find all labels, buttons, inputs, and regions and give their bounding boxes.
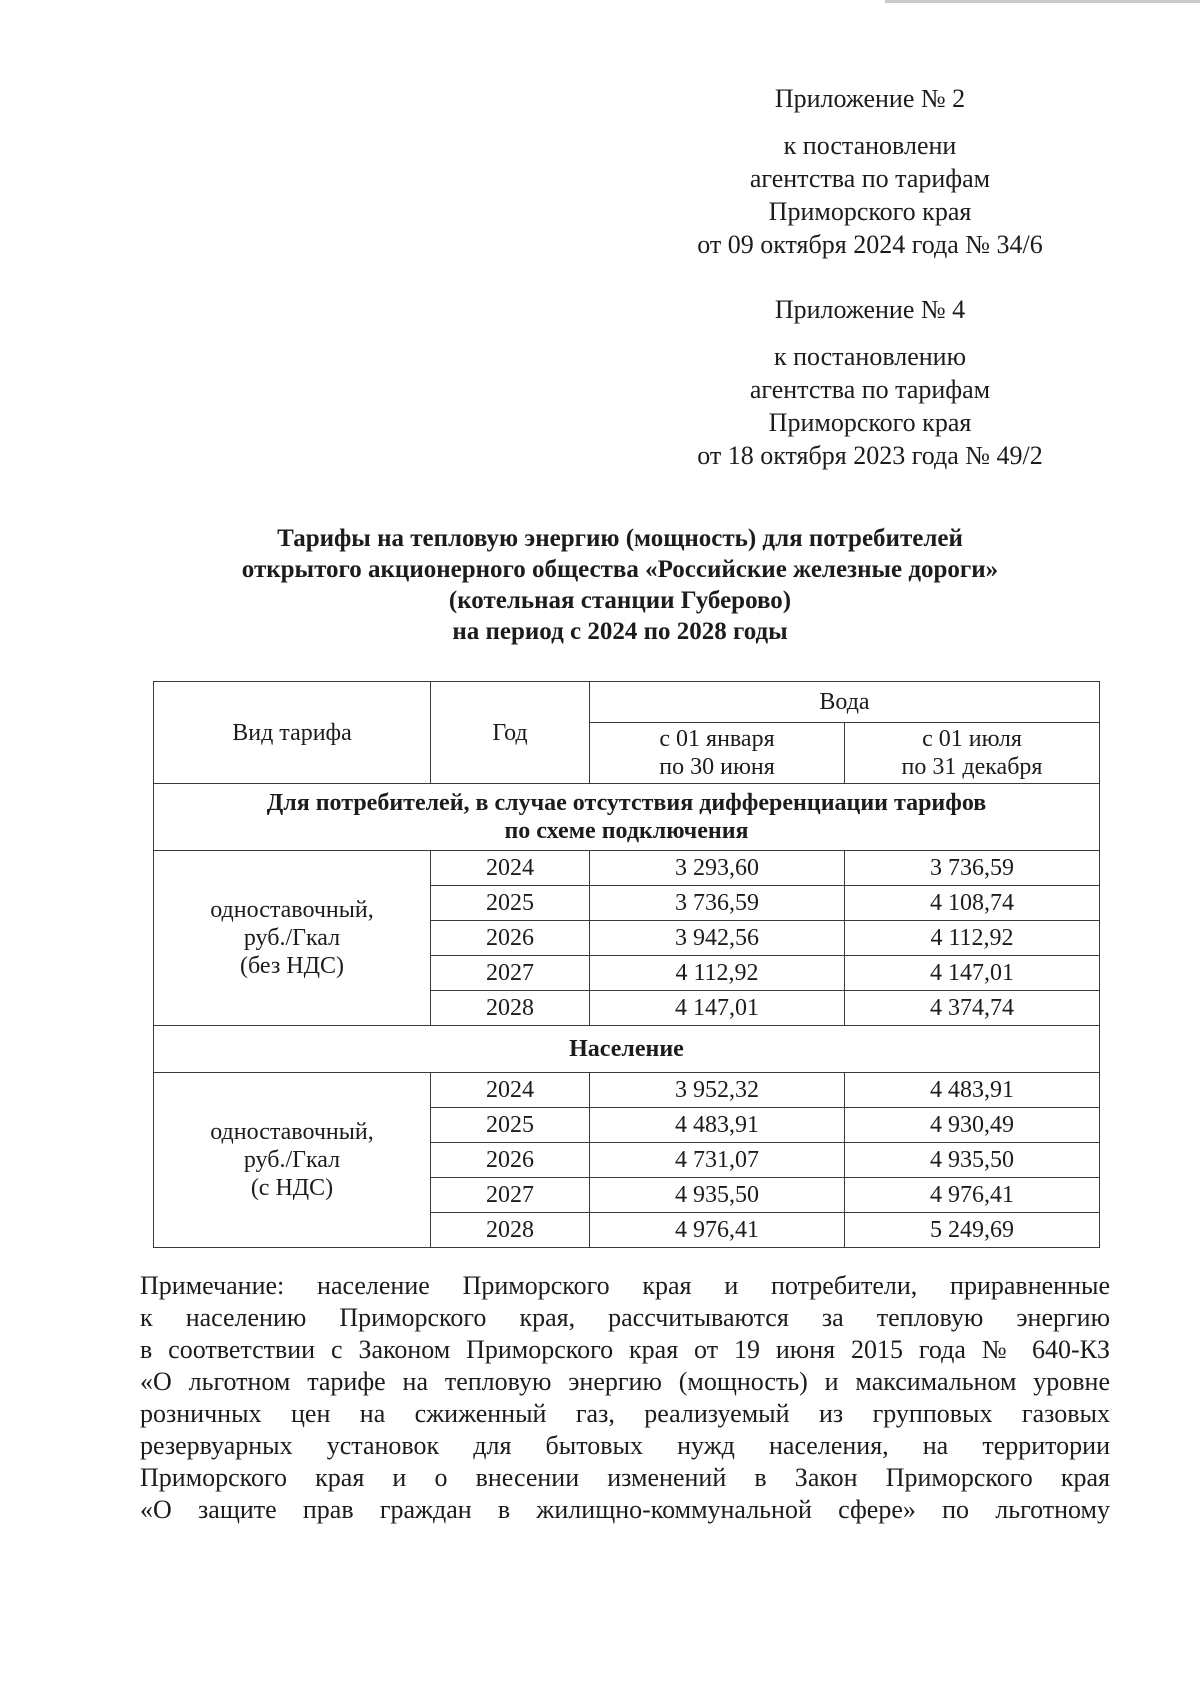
- header-period-line: с 01 июля: [922, 726, 1022, 752]
- year-cell: 2024: [431, 851, 590, 886]
- document-title-line: Тарифы на тепловую энергию (мощность) для потребителей: [277, 525, 963, 552]
- appendix-2-block: [660, 82, 1080, 261]
- year-cell: 2024: [431, 1073, 590, 1108]
- tariff-table: [153, 681, 1100, 1248]
- note-line: в соответствии с Законом Приморского края от 19 июня 2015 года № 640-КЗ: [140, 1335, 1110, 1364]
- tariff-value-cell: 4 935,50: [845, 1143, 1100, 1178]
- appendix-4-line: Приморского края: [768, 408, 972, 437]
- header-tariff-kind: Вид тарифа: [154, 682, 431, 784]
- tariff-value-cell: 4 374,74: [845, 991, 1100, 1026]
- tariff-kind-line: (с НДС): [250, 1175, 334, 1201]
- tariff-kind-line: руб./Гкал: [243, 925, 341, 951]
- appendix-2-line: агентства по тарифам: [749, 164, 991, 193]
- appendix-2-line: от 09 октября 2024 года № 34/6: [697, 230, 1043, 259]
- tariff-value-cell: 4 731,07: [590, 1143, 845, 1178]
- appendix-2-line: Приморского края: [768, 197, 972, 226]
- tariff-value-cell: 3 736,59: [845, 851, 1100, 886]
- document-title: [140, 523, 1100, 647]
- section-title-line: по схеме подключения: [504, 818, 749, 844]
- appendix-4-line: от 18 октября 2023 года № 49/2: [697, 441, 1043, 470]
- tariff-value-cell: 3 293,60: [590, 851, 845, 886]
- note-line: Приморского края и о внесении изменений в Закон Приморского края: [140, 1463, 1110, 1492]
- scan-edge-line: [885, 0, 1200, 3]
- note-line: «О льготном тарифе на тепловую энергию (мощность) и максимальном уровне: [140, 1367, 1110, 1396]
- appendix-4-line: к постановлению: [773, 342, 967, 371]
- tariff-kind-line: (без НДС): [239, 953, 344, 979]
- header-period-line: по 31 декабря: [901, 754, 1043, 780]
- year-cell: 2025: [431, 1108, 590, 1143]
- tariff-value-cell: 3 952,32: [590, 1073, 845, 1108]
- tariff-value-cell: 4 112,92: [590, 956, 845, 991]
- header-period-line: по 30 июня: [659, 754, 775, 780]
- appendix-4-block: [660, 293, 1080, 472]
- year-cell: 2028: [431, 1213, 590, 1248]
- note-line: розничных цен на сжиженный газ, реализуемый из групповых газовых: [140, 1399, 1110, 1428]
- note-line: «О защите прав граждан в жилищно-коммунальной сфере» по льготному: [140, 1495, 1110, 1524]
- document-title-line: открытого акционерного общества «Российские железные дороги»: [241, 556, 999, 583]
- tariff-value-cell: 4 483,91: [590, 1108, 845, 1143]
- appendix-2-line: к постановлени: [783, 131, 957, 160]
- tariff-value-cell: 3 942,56: [590, 921, 845, 956]
- tariff-kind-line: одноставочный,: [210, 897, 374, 923]
- year-cell: 2025: [431, 886, 590, 921]
- tariff-value-cell: 4 147,01: [845, 956, 1100, 991]
- header-period-second-half: [845, 723, 1100, 784]
- document-title-line: на период с 2024 по 2028 годы: [452, 618, 788, 645]
- year-cell: 2028: [431, 991, 590, 1026]
- header-year: Год: [431, 682, 590, 784]
- appendix-4-title: Приложение № 4: [774, 295, 966, 324]
- header-period-first-half: [590, 723, 845, 784]
- note-line: к населению Приморского края, рассчитываются за тепловую энергию: [140, 1303, 1110, 1332]
- tariff-value-cell: 4 483,91: [845, 1073, 1100, 1108]
- table-row: [154, 851, 1100, 886]
- year-cell: 2027: [431, 1178, 590, 1213]
- year-cell: 2026: [431, 921, 590, 956]
- tariff-kind-line: руб./Гкал: [243, 1147, 341, 1173]
- section-title: Население: [154, 1026, 1100, 1073]
- section-title-line: Для потребителей, в случае отсутствия дифференциации тарифов: [266, 790, 987, 816]
- year-cell: 2026: [431, 1143, 590, 1178]
- tariff-value-cell: 4 112,92: [845, 921, 1100, 956]
- header-period-line: с 01 января: [659, 726, 775, 752]
- header-water: Вода: [590, 682, 1100, 723]
- appendix-4-line: агентства по тарифам: [749, 375, 991, 404]
- document-title-line: (котельная станции Губерово): [448, 587, 792, 614]
- section-row: [154, 1026, 1100, 1073]
- tariff-value-cell: 4 935,50: [590, 1178, 845, 1213]
- tariff-value-cell: 4 147,01: [590, 991, 845, 1026]
- table-header-row: [154, 682, 1100, 723]
- tariff-kind-cell: [154, 1073, 431, 1248]
- table-row: [154, 1073, 1100, 1108]
- tariff-value-cell: 4 976,41: [845, 1178, 1100, 1213]
- tariff-value-cell: 4 108,74: [845, 886, 1100, 921]
- note-line: Примечание: население Приморского края и потребители, приравненные: [140, 1271, 1110, 1300]
- tariff-value-cell: 4 976,41: [590, 1213, 845, 1248]
- year-cell: 2027: [431, 956, 590, 991]
- tariff-value-cell: 5 249,69: [845, 1213, 1100, 1248]
- section-row: [154, 784, 1100, 851]
- note-paragraph: [140, 1270, 1110, 1526]
- appendix-2-title: Приложение № 2: [774, 84, 966, 113]
- tariff-kind-line: одноставочный,: [210, 1119, 374, 1145]
- section-title: [154, 784, 1100, 851]
- note-line: резервуарных установок для бытовых нужд населения, на территории: [140, 1431, 1110, 1460]
- tariff-kind-cell: [154, 851, 431, 1026]
- tariff-value-cell: 3 736,59: [590, 886, 845, 921]
- tariff-value-cell: 4 930,49: [845, 1108, 1100, 1143]
